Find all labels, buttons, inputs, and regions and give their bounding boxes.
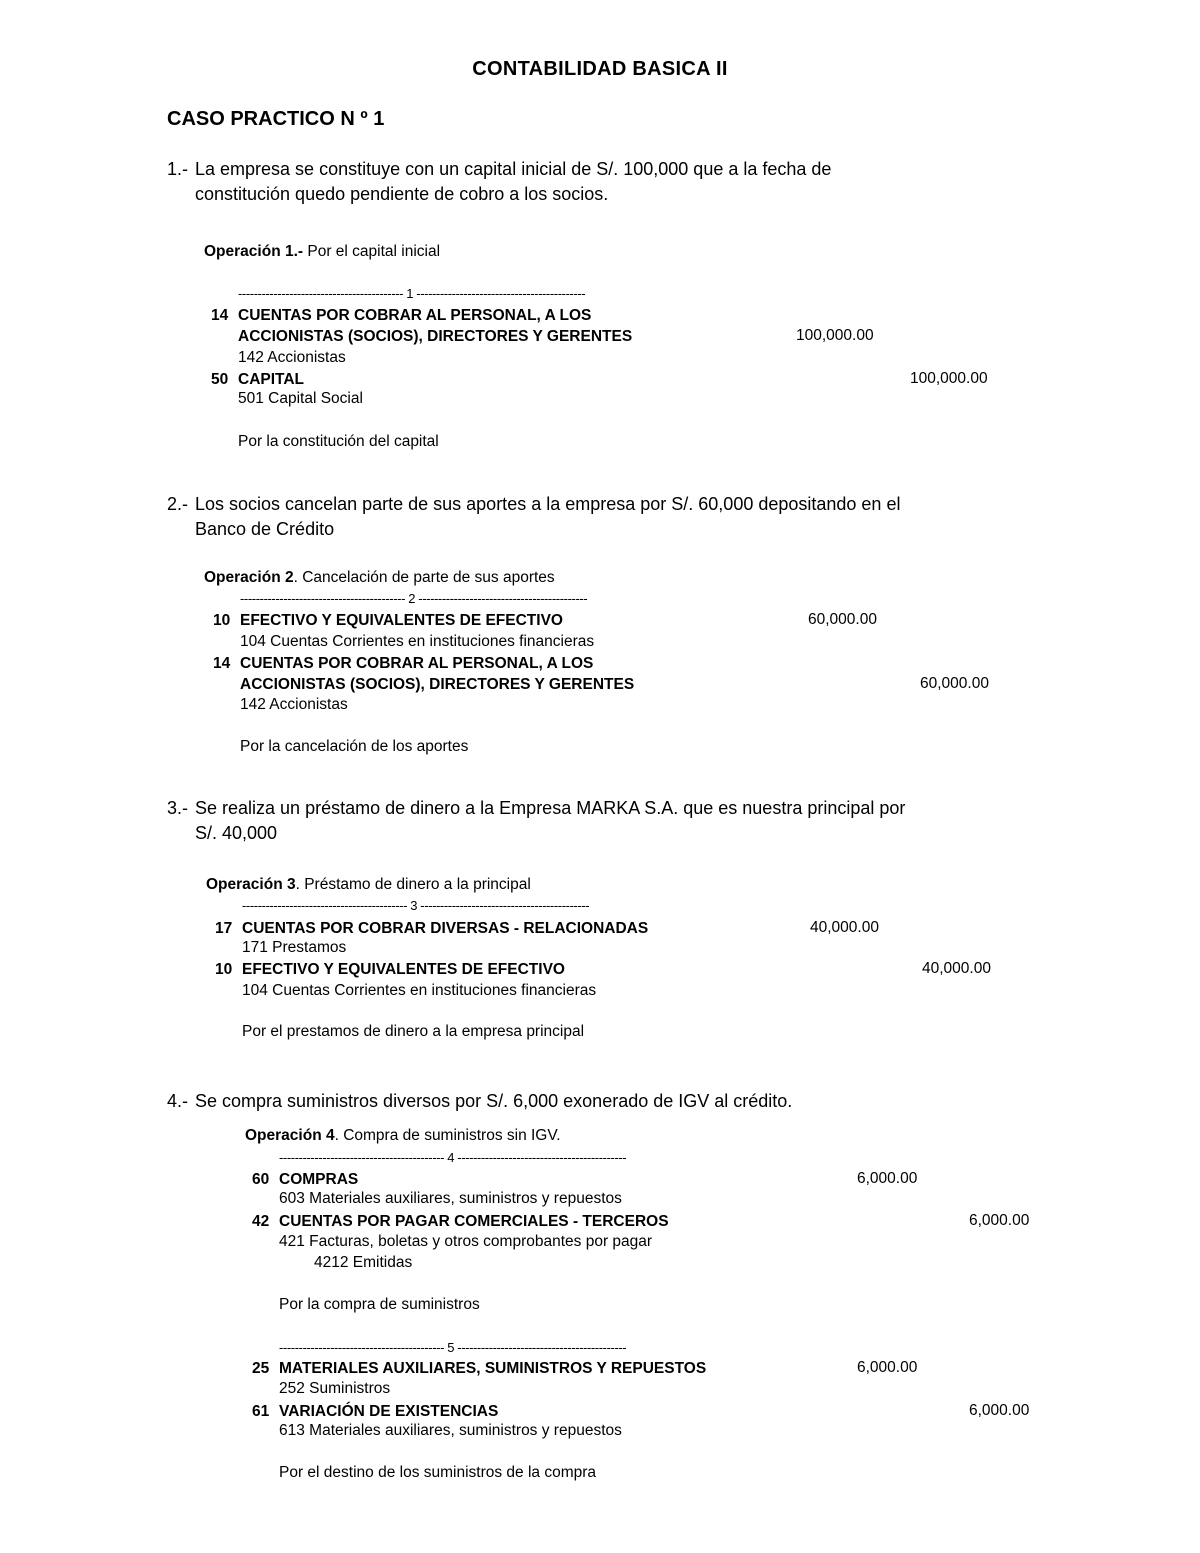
case-number: 3.- [167,798,189,818]
account-name: VARIACIÓN DE EXISTENCIAS [279,1403,499,1420]
case-number: 4.- [167,1091,189,1111]
account-name: ACCIONISTAS (SOCIOS), DIRECTORES Y GERENTES [240,676,635,693]
operation-1-heading [204,243,440,261]
operation-description: . Compra de suministros sin IGV. [334,1127,561,1144]
case-number: 2.- [167,494,189,514]
operation-3-heading [206,876,531,894]
operation-description: . Préstamo de dinero a la principal [295,876,531,893]
operation-label: Operación 1.- [204,243,304,260]
entry-gloss: Por la cancelación de los aportes [240,738,469,755]
account-name: CAPITAL [238,371,305,388]
sub-account: 104 Cuentas Corrientes en instituciones financieras [240,633,595,650]
account-name: ACCIONISTAS (SOCIOS), DIRECTORES Y GERENTES [238,328,633,345]
sub-account: 171 Prestamos [242,939,347,956]
debit-amount: 6,000.00 [857,1359,918,1376]
sub-account: 501 Capital Social [238,390,363,407]
operation-4-heading [245,1127,561,1145]
credit-amount: 60,000.00 [920,675,989,692]
debit-amount: 6,000.00 [857,1170,918,1187]
account-code: 14 [211,307,229,324]
account-code: 42 [252,1213,270,1230]
statement-line: S/. 40,000 [195,823,278,843]
account-name: CUENTAS POR PAGAR COMERCIALES - TERCEROS [279,1213,669,1230]
entry-separator: ------------------------------------------ 3 ------------------------------------------- [242,898,590,913]
account-code: 10 [213,612,231,629]
sub-account: 603 Materiales auxiliares, suministros y repuestos [279,1190,622,1207]
sub-account: 252 Suministros [279,1380,391,1397]
account-name: CUENTAS POR COBRAR AL PERSONAL, A LOS [240,655,594,672]
account-code: 17 [215,920,233,937]
debit-amount: 40,000.00 [810,919,879,936]
operation-2-heading [204,569,555,587]
account-name: COMPRAS [279,1171,359,1188]
entry-separator: ------------------------------------------ 2 ------------------------------------------- [240,591,588,606]
account-code: 10 [215,961,233,978]
statement-line: La empresa se constituye con un capital inicial de S/. 100,000 que a la fecha de [195,159,832,179]
sub-account: 142 Accionistas [240,696,348,713]
account-name: EFECTIVO Y EQUIVALENTES DE EFECTIVO [240,612,563,629]
entry-separator: ------------------------------------------ 5 ------------------------------------------- [279,1340,627,1355]
account-name: EFECTIVO Y EQUIVALENTES DE EFECTIVO [242,961,565,978]
credit-amount: 6,000.00 [969,1402,1030,1419]
debit-amount: 100,000.00 [796,327,874,344]
document-title: CONTABILIDAD BASICA II [472,58,728,80]
account-name: MATERIALES AUXILIARES, SUMINISTROS Y REPUESTOS [279,1360,707,1377]
operation-label: Operación 4 [245,1127,335,1144]
entry-gloss: Por la constitución del capital [238,433,439,450]
statement-line: Banco de Crédito [195,519,335,539]
statement-line: constitución quedo pendiente de cobro a los socios. [195,184,609,204]
account-code: 61 [252,1403,270,1420]
account-name: CUENTAS POR COBRAR AL PERSONAL, A LOS [238,307,592,324]
operation-label: Operación 3 [206,876,296,893]
statement-line: Se compra suministros diversos por S/. 6,000 exonerado de IGV al crédito. [195,1091,793,1111]
sub-account: 104 Cuentas Corrientes en instituciones financieras [242,982,597,999]
operation-description: Por el capital inicial [303,243,441,260]
account-name: CUENTAS POR COBRAR DIVERSAS - RELACIONADAS [242,920,649,937]
credit-amount: 6,000.00 [969,1212,1030,1229]
entry-gloss: Por el prestamos de dinero a la empresa principal [242,1023,585,1040]
sub-account: 421 Facturas, boletas y otros comprobantes por pagar [279,1233,653,1250]
account-code: 25 [252,1360,270,1377]
sub-sub-account: 4212 Emitidas [314,1254,413,1271]
statement-line: Se realiza un préstamo de dinero a la Empresa MARKA S.A. que es nuestra principal por [195,798,906,818]
entry-separator: ------------------------------------------ 4 ------------------------------------------- [279,1150,627,1165]
credit-amount: 100,000.00 [910,370,988,387]
statement-line: Los socios cancelan parte de sus aportes a la empresa por S/. 60,000 depositando en el [195,494,901,514]
debit-amount: 60,000.00 [808,611,877,628]
account-code: 60 [252,1171,270,1188]
operation-label: Operación 2 [204,569,294,586]
credit-amount: 40,000.00 [922,960,991,977]
case-number: 1.- [167,159,189,179]
operation-description: . Cancelación de parte de sus aportes [293,569,555,586]
sub-account: 142 Accionistas [238,349,346,366]
entry-gloss: Por la compra de suministros [279,1296,480,1313]
case-title: CASO PRACTICO N º 1 [167,108,385,130]
entry-separator: ------------------------------------------ 1 ------------------------------------------- [238,286,586,301]
account-code: 50 [211,371,229,388]
sub-account: 613 Materiales auxiliares, suministros y repuestos [279,1422,622,1439]
account-code: 14 [213,655,231,672]
entry-gloss: Por el destino de los suministros de la compra [279,1464,597,1481]
